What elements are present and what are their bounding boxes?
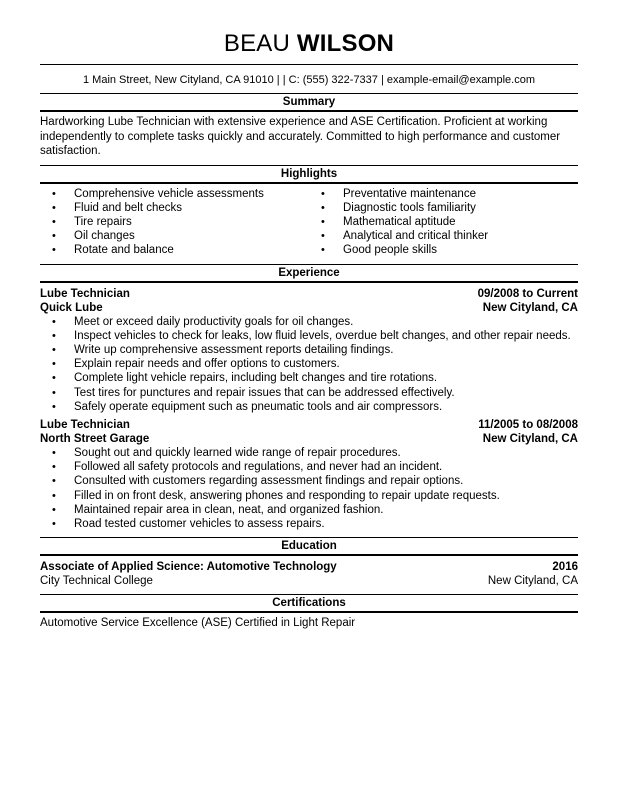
job-location: New Cityland, CA xyxy=(482,432,578,445)
list-item: • Consulted with customers regarding assessment findings and repair options. xyxy=(40,474,578,488)
list-item: • Road tested customer vehicles to assess repairs. xyxy=(40,517,578,531)
contact-line: 1 Main Street, New Cityland, CA 91010 | | C: (555) 322-7337 | example-email@example.com xyxy=(82,74,535,86)
divider xyxy=(40,281,578,283)
highlights-heading: Highlights xyxy=(280,167,338,180)
divider xyxy=(40,182,578,184)
job-entry xyxy=(40,287,578,414)
job-dates: 09/2008 to Current xyxy=(477,287,578,300)
summary-section xyxy=(40,93,578,159)
highlights-left-column xyxy=(40,187,309,258)
experience-section xyxy=(40,264,578,532)
list-item: • Write up comprehensive assessment reports detailing findings. xyxy=(40,343,578,357)
list-item: • Analytical and critical thinker xyxy=(309,229,578,243)
job-title: Lube Technician xyxy=(40,287,130,300)
highlights-right-column xyxy=(309,187,578,258)
candidate-name xyxy=(40,30,578,58)
school-location: New Cityland, CA xyxy=(487,575,578,588)
list-item: • Test tires for punctures and repair issues that can be addressed effectively. xyxy=(40,386,578,400)
divider xyxy=(40,64,578,65)
certifications-section xyxy=(40,594,578,630)
summary-heading: Summary xyxy=(282,96,336,108)
list-item: • Comprehensive vehicle assessments xyxy=(40,187,309,201)
list-item: • Followed all safety protocols and regulations, and never had an incident. xyxy=(40,460,578,474)
list-item: • Fluid and belt checks xyxy=(40,201,309,215)
divider xyxy=(40,554,578,556)
list-item: • Tire repairs xyxy=(40,215,309,229)
list-item: • Diagnostic tools familiarity xyxy=(309,201,578,215)
list-item: • Safely operate equipment such as pneumatic tools and air compressors. xyxy=(40,400,578,414)
job-location: New Cityland, CA xyxy=(482,301,578,314)
certifications-heading: Certifications xyxy=(272,597,346,610)
certification-text: Automotive Service Excellence (ASE) Certified in Light Repair xyxy=(40,617,356,630)
list-item: • Good people skills xyxy=(309,243,578,257)
list-item: • Oil changes xyxy=(40,229,309,243)
list-item: • Rotate and balance xyxy=(40,243,309,257)
job-company: Quick Lube xyxy=(40,301,103,314)
job-company: North Street Garage xyxy=(40,432,150,445)
degree: Associate of Applied Science xyxy=(40,561,200,574)
last-name: WILSON xyxy=(296,30,395,57)
list-item: • Sought out and quickly learned wide range of repair procedures. xyxy=(40,446,578,460)
highlights-section xyxy=(40,165,578,258)
first-name: BEAU xyxy=(223,30,291,57)
divider xyxy=(40,611,578,613)
job-title: Lube Technician xyxy=(40,418,130,431)
education-heading: Education xyxy=(281,540,337,553)
summary-text: Hardworking Lube Technician with extensive experience and ASE Certification. Proficient at working independently to complete tasks quickly and accurately. Committed to high performance and customer satisfaction. xyxy=(40,116,561,157)
list-item: • Filled in on front desk, answering phones and responding to repair update requests. xyxy=(40,489,578,503)
divider xyxy=(40,110,578,112)
job-entry xyxy=(40,418,578,531)
list-item: • Meet or exceed daily productivity goals for oil changes. xyxy=(40,315,578,329)
experience-heading: Experience xyxy=(278,266,340,279)
degree-field: : Automotive Technology xyxy=(199,561,337,574)
list-item: • Complete light vehicle repairs, including belt changes and tire rotations. xyxy=(40,371,578,385)
resume-page xyxy=(40,0,578,630)
job-dates: 11/2005 to 08/2008 xyxy=(478,418,578,431)
graduation-year: 2016 xyxy=(552,561,578,574)
list-item: • Maintained repair area in clean, neat, and organized fashion. xyxy=(40,503,578,517)
school-name: City Technical College xyxy=(40,575,153,588)
education-section xyxy=(40,537,578,588)
list-item: • Inspect vehicles to check for leaks, low fluid levels, overdue belt changes, and other repair needs. xyxy=(40,329,578,343)
list-item: • Explain repair needs and offer options to customers. xyxy=(40,357,578,371)
list-item: • Mathematical aptitude xyxy=(309,215,578,229)
list-item: • Preventative maintenance xyxy=(309,187,578,201)
